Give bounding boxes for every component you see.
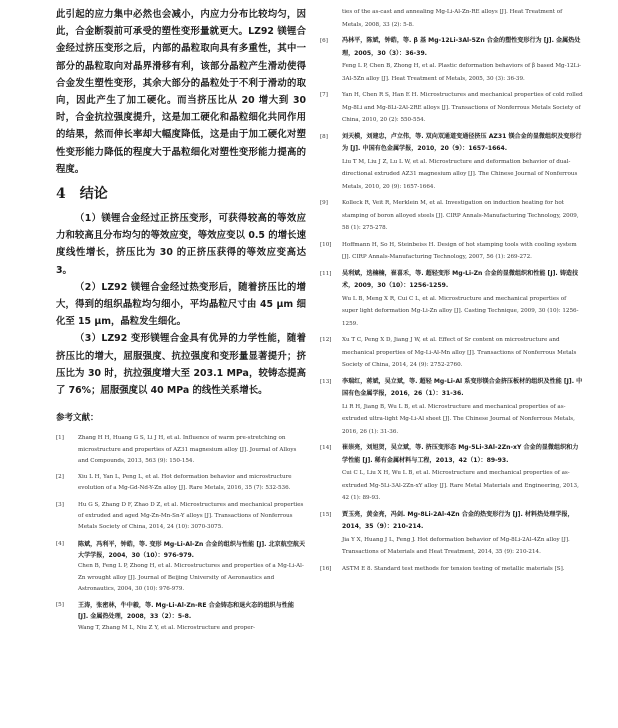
- reference-english: Jia Y X, Huang J L, Feng J. Hot deformation behavior of Mg-8Li-2Al-4Zn alloy [J]. Transactions of Materials and Heat Treatment, 2014, 35 (9): 210-214.: [342, 536, 570, 555]
- reference-chinese: 崔崇亮，刘旭贺，吴立斌，等. 挤压变形态 Mg-5Li-3Al-2Zn-xY 合金的显微组织和力学性能 [J]. 稀有金属材料与工程，2013，42（1）：89-93.: [342, 444, 579, 464]
- reference-english: Hu G S, Zhang D F, Zhao D Z, et al. Microstructures and mechanical properties of extruded and aged Mg-Zn-Mn-Sn-Y alloys [J]. Transactions of Nonferrous Metals Society of China, 2014, 24 (10): 3070-3075.: [78, 501, 304, 531]
- reference-english: Chen B, Feng L P, Zhong H, et al. Microstructures and properties of a Mg-Li-Al-Zn wrought alloy [J]. Journal of Beijing University of Aeronautics and Astronautics, 2004, 30 (10): 976-979.: [78, 563, 304, 592]
- reference-english: Yan H, Chen R S, Han E H. Microstructures and mechanical properties of cold rolled Mg-8Li and Mg-8Li-2Al-2RE alloys [J]. Transactions of Nonferrous Metals Society of China, 2010, 20 (2): 550-554.: [342, 92, 583, 123]
- reference-item: [320, 509, 584, 559]
- reference-number: [15]: [320, 511, 332, 518]
- reference-item: [56, 500, 306, 534]
- section-title: 结论: [79, 186, 108, 203]
- conclusion-item-2: （2）LZ92 镁锂合金经过热变形后，随着挤压比的增大，得到的组织晶粒均匀细小，平均晶粒尺寸由 45 μm 细化至 15 μm，晶粒发生细化。: [56, 281, 306, 328]
- reference-number: [14]: [320, 445, 332, 451]
- reference-list-left: [56, 433, 306, 634]
- reference-item: [320, 239, 584, 264]
- section-heading: [56, 184, 306, 204]
- reference-english: Xu T C, Peng X D, Jiang J W, et al. Effect of Sr content on microstructure and mechanical properties of Mg-Li-Al-Mn alloy [J]. Transactions of Nonferrous Metals Society of China, 2014, 24 (9): 2752-2760.: [342, 337, 577, 368]
- reference-chinese: 冯林平，陈斌，钟皓，等. β 基 Mg-12Li-3Al-5Zn 合金的塑性变形行为 [J]. 金属热处理，2005，30（3）：36-39.: [342, 37, 581, 57]
- reference-number: [6]: [320, 38, 328, 44]
- conclusion-item-1: （1）镁锂合金经过正挤压变形，可获得较高的等效应力和较高且分布均匀的等效应变，等效应变以 0.5 的增长速度线性增长，挤压比为 30 的正挤压获得的等效应变高达 3。: [56, 213, 306, 276]
- reference-chinese: 刘天模，刘建忠，卢立伟，等. 双向双通道变通径挤压 AZ31 镁合金的显微组织及变形行为 [J]. 中国有色金属学报，2010，20（9）：1657-1664.: [342, 132, 582, 152]
- reference-english: Liu T M, Liu J Z, Lu L W, et al. Microstructure and deformation behavior of dual-directional extruded AZ31 magnesium alloy [J]. The Chinese Journal of Nonferrous Metals, 2010, 20 (9): 1657-1664.: [342, 158, 578, 190]
- reference-english: Cui C L, Liu X H, Wu L B, et al. Microstructure and mechanical properties of as-extruded Mg-5Li-3Al-2Zn-xY alloy [J]. Rare Metal Materials and Engineering, 2013, 42 (1): 89-93.: [342, 470, 579, 501]
- reference-english: Zhang H H, Huang G S, Li J H, et al. Influence of warm pre-stretching on microstructure and properties of AZ31 magnesium alloy [J]. Journal of Alloys and Compounds, 2013, 563 (9): 150-154.: [78, 435, 297, 464]
- reference-english: ties of the as-cast and annealing Mg-Li-Al-Zn-RE alloys [J]. Heat Treatment of Metals, 2008, 33 (2): 5-8.: [342, 9, 563, 28]
- reference-list-right: [320, 6, 584, 575]
- section-number: 4: [56, 186, 66, 203]
- reference-number: [10]: [320, 241, 332, 248]
- reference-number: [5]: [56, 602, 64, 609]
- reference-item: [56, 539, 306, 595]
- reference-number: [8]: [320, 133, 328, 140]
- reference-chinese: 王涛，张密林，牛中毅，等. Mg-Li-Al-Zn-RE 合金铸态和退火态的组织与性能 [J]. 金属热处理，2008，33（2）：5-8.: [78, 602, 294, 621]
- reference-item: [56, 472, 306, 495]
- reference-item: [56, 433, 306, 467]
- reference-item: [320, 35, 584, 85]
- reference-item: [320, 131, 584, 194]
- reference-chinese: 陈斌，冯利平，钟皓，等. 变形 Mg-Li-Al-Zn 合金的组织与性能 [J]. 北京航空航天大学学报，2004，30（10）：976-979.: [78, 540, 306, 559]
- reference-number: [7]: [320, 92, 328, 98]
- right-column: [320, 6, 584, 579]
- references-title: 参考文献：: [56, 413, 99, 424]
- reference-item: [320, 197, 584, 235]
- reference-item: [320, 563, 584, 576]
- reference-english: Feng L P, Chen B, Zhong H, et al. Plastic deformation behaviors of β based Mg-12Li-3Al-5Zn alloy [J]. Heat Treatment of Metals, 2005, 30 (3): 36-39.: [342, 63, 582, 82]
- conclusion-item-3: （3）LZ92 变形镁锂合金具有优异的力学性能，随着挤压比的增大，屈服强度、抗拉强度和变形量显著提升；挤压比为 30 时，抗拉强度增大至 203.1 MPa，较铸态提高了 76%；屈服强度以 40 MPa 的线性关系增长。: [56, 333, 306, 397]
- reference-number: [13]: [320, 378, 332, 385]
- reference-number: [4]: [56, 540, 64, 547]
- reference-number: [12]: [320, 337, 332, 343]
- reference-item: [320, 334, 584, 372]
- reference-english: ASTM E 8. Standard test methods for tension testing of metallic materials [S].: [342, 565, 565, 572]
- reference-item: [320, 268, 584, 331]
- reference-english: Wu L B, Meng X R, Cui C L, et al. Microstructure and mechanical properties of super light deformation Mg-Li-Zn alloy [J]. Casting Technique, 2009, 30 (10): 1256-1259.: [342, 295, 579, 327]
- reference-english: Li R H, Jiang B, Wu L B, et al. Microstructure and mechanical properties of as-extruded ultra-light Mg-Li-Al sheet [J]. The Chinese Journal of Nonferrous Metals, 2016, 26 (1): 31-36.: [342, 403, 575, 435]
- reference-number: [16]: [320, 565, 332, 572]
- reference-number: [9]: [320, 200, 328, 206]
- reference-item: [320, 376, 584, 439]
- reference-number: [2]: [56, 474, 64, 481]
- reference-number: [1]: [56, 435, 64, 442]
- reference-chinese: 李瑞红，蒋斌，吴立斌，等. 超轻 Mg-Li-Al 系变形镁合金挤压板材的组织及性能 [J]. 中国有色金属学报，2016，26（1）：31-36.: [342, 377, 583, 397]
- reference-english: Kolleck R, Veit R, Merklein M, et al. Investigation on induction heating for hot stamping of boron alloyed steels [J]. CIRP Annals-Manufacturing Technology, 2009, 58 (1): 275-278.: [342, 200, 579, 231]
- reference-english: Hoffmann H, So H, Steinbeiss H. Design of hot stamping tools with cooling system [J]. CIRP Annals-Manufacturing Technology, 2007, 56 (1): 269-272.: [342, 241, 577, 260]
- reference-chinese: 吴利斌，迭楠楠，崔喜禾，等. 超轻变形 Mg-Li-Zn 合金的显微组织和性能 [J]. 铸造技术，2009，30（10）：1256-1259.: [342, 269, 579, 289]
- body-paragraph: 此引起的应力集中必然也会减小，内应力分布比较均匀，因此，合金断裂前可承受的塑性变形量就更大。LZ92 镁锂合金经过挤压变形之后，内部的晶粒取向具有多重性，其中一部分的晶粒取向对晶界滑移有利，该部分晶粒产生滑动使得合金发生塑性变形，其余大部分的晶粒处于不利于滑动的取向，因此产生了加工硬化。而当挤压比从 20 增大到 30 时，合金抗拉强度提升，这是加工硬化和晶粒细化共同作用的结果，然而伸长率却大幅度降低，这是由于加工硬化对塑性变形能力降低的程度大于晶粒细化对塑性变形能力提高的程度。: [56, 9, 306, 175]
- reference-number: [11]: [320, 270, 332, 277]
- reference-english: Wang T, Zhang M L, Niu Z Y, et al. Microstructure and proper-: [78, 624, 256, 631]
- reference-chinese: 贾玉亮，黄金亮，冯剑. Mg-8Li-2Al-4Zn 合金的热变形行为 [J]. 材料热处理学报，2014，35（9）：210-214.: [342, 510, 574, 530]
- reference-item: [320, 442, 584, 505]
- left-column: [56, 6, 306, 639]
- reference-item: [320, 6, 584, 31]
- reference-english: Xiu L H, Yan L, Peng L, et al. Hot deformation behavior and microstructure evolution of a Mg-Gd-Nd-Y-Zn alloy [J]. Rare Metals, 2016, 35 (7): 532-536.: [78, 474, 292, 492]
- reference-number: [3]: [56, 501, 64, 508]
- reference-item: [320, 89, 584, 127]
- reference-item: [56, 600, 306, 634]
